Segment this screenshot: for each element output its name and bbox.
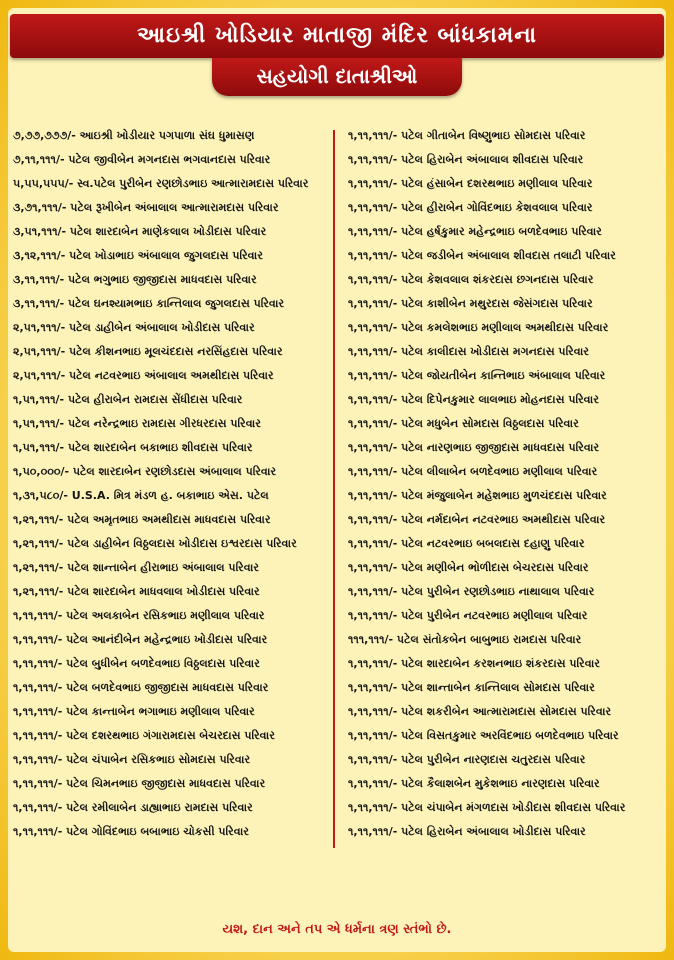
- donor-entry: ૧,૨૧,૧૧૧/- પટેલ અમૃતભાઇ અમથીદાસ માધવદાસ પરિવાર: [13, 513, 271, 526]
- donor-entry: ૧,૩૧,૫૮૦/- U.S.A. મિત્ર મંડળ હ. બકાભાઇ એસ. પટેલ: [13, 489, 269, 502]
- donor-entry: ૫,૫૫,૫૫૫/- સ્વ.પટેલ પુરીબેન રણછોડભાઇ આત્મારામદાસ પરિવાર: [13, 177, 309, 190]
- donor-entry: ૧,૧૧,૧૧૧/- પટેલ નારણભાઇ જીજીદાસ માધવદાસ પરિવાર: [348, 441, 600, 454]
- donor-entry: ૧,૧૧,૧૧૧/- પટેલ કમલેશભાઇ મણીલાલ અમથીદાસ પરિવાર: [348, 321, 609, 334]
- donor-entry: ૧,૧૧,૧૧૧/- પટેલ મધુબેન સોમદાસ વિઠ્ઠલદાસ પરિવાર: [348, 417, 579, 430]
- donor-entry: ૧,૧૧,૧૧૧/- પટેલ વિસતકુમાર અરવિંદભાઇ બળદેવભાઇ પરિવાર: [348, 729, 619, 742]
- donor-entry: ૧,૧૧,૧૧૧/- પટેલ હર્ષકુમાર મહેન્દ્રભાઇ બળદેવભાઇ પરિવાર: [348, 225, 602, 238]
- donor-entry: ૩,૭૧,૧૧૧/- પટેલ રૂખીબેન અંબાલાલ આત્મારામદાસ પરિવાર: [13, 201, 279, 214]
- donor-entry: ૧,૧૧,૧૧૧/- પટેલ લીલાબેન બળદેવભાઇ મણીલાલ પરિવાર: [348, 465, 598, 478]
- page-subtitle: સહયોગી દાતાશ્રીઓ: [256, 64, 418, 88]
- donor-entry: ૧,૨૧,૧૧૧/- પટેલ શારદાબેન માધવલાલ ખોડીદાસ પરિવાર: [13, 585, 260, 598]
- donor-entry: ૧,૧૧,૧૧૧/- પટેલ મંજુલાબેન મહેશભાઇ મુળચંદદાસ પરિવાર: [348, 489, 607, 502]
- donor-entry: ૧,૧૧,૧૧૧/- પટેલ કાશીબેન મથુરદાસ જેસંગદાસ પરિવાર: [348, 297, 593, 310]
- donor-entry: ૧,૧૧,૧૧૧/- પટેલ ગીતાબેન વિષ્ણુભાઇ સોમદાસ પરિવાર: [348, 129, 586, 142]
- donor-entry: ૧,૧૧,૧૧૧/- પટેલ મણીબેન ભોળીદાસ બેચરદાસ પરિવાર: [348, 561, 589, 574]
- donor-entry: ૧,૧૧,૧૧૧/- પટેલ હિરાબેન અંબાલાલ શીવદાસ પરિવાર: [348, 153, 584, 166]
- donor-entry: ૧,૧૧,૧૧૧/- પટેલ અલકાબેન રસિકભાઇ મણીલાલ પરિવાર: [13, 609, 265, 622]
- donor-entry: ૧,૧૧,૧૧૧/- પટેલ નટવરભાઇ બબલદાસ દહાણુ પરિવાર: [348, 537, 585, 550]
- footer-slogan: યશ, દાન અને તપ એ ધર્મના ત્રણ સ્તંભો છે.: [222, 922, 452, 937]
- donor-list-left: [13, 124, 331, 844]
- donor-entry: ૧૧૧,૧૧૧/- પટેલ સંતોકબેન બાબુભાઇ રામદાસ પરિવાર: [348, 633, 582, 646]
- donor-entry: ૧,૧૧,૧૧૧/- પટેલ બળદેવભાઇ જીજીદાસ માધવદાસ પરિવાર: [13, 681, 269, 694]
- donor-entry: ૧,૧૧,૧૧૧/- પટેલ નર્મદાબેન નટવરભાઇ અમથીદાસ પરિવાર: [348, 513, 606, 526]
- donor-entry: ૧,૧૧,૧૧૧/- પટેલ આનંદીબેન મહેન્દ્રભાઇ ખોડીદાસ પરિવાર: [13, 633, 268, 646]
- subtitle-banner: [212, 58, 462, 96]
- donor-entry: ૧,૧૧,૧૧૧/- પટેલ કૈલાશબેન મુકેશભાઇ નારણદાસ પરિવાર: [348, 777, 600, 790]
- donor-entry: ૭,૭૭,૭૭૭/- આઇશ્રી ખોડીયાર પગપાળા સંઘ ધુમાસણ: [13, 129, 255, 142]
- donor-entry: ૧,૧૧,૧૧૧/- પટેલ શકરીબેન આત્મારામદાસ સોમદાસ પરિવાર: [348, 705, 612, 718]
- donor-entry: ૧,૧૧,૧૧૧/- પટેલ કેશવલાલ શંકરદાસ છગનદાસ પરિવાર: [348, 273, 594, 286]
- column-divider: [333, 130, 335, 848]
- donor-entry: ૩,૧૨,૧૧૧/- પટેલ ખોડાભાઇ અંબાલાલ જુગલદાસ પરિવાર: [13, 249, 263, 262]
- donor-entry: ૭,૧૧,૧૧૧/- પટેલ જીવીબેન મગનદાસ ભગવાનદાસ પરિવાર: [13, 153, 271, 166]
- donor-entry: ૨,૫૧,૧૧૧/- પટેલ ડાહીબેન અંબાલાલ ખોડીદાસ પરિવાર: [13, 321, 255, 334]
- page-title: આઇશ્રી ખોડિયાર માતાજી મંદિર બાંધકામના: [136, 23, 538, 48]
- donor-entry: ૧,૧૧,૧૧૧/- પટેલ ચિમનભાઇ જીજીદાસ માધવદાસ પરિવાર: [13, 777, 266, 790]
- donor-entry: ૨,૫૧,૧૧૧/- પટેલ નટવરભાઇ અંબાલાલ અમથીદાસ પરિવાર: [13, 369, 274, 382]
- donor-entry: ૧,૧૧,૧૧૧/- પટેલ દશરથભાઇ ગંગારામદાસ બેચરદાસ પરિવાર: [13, 729, 275, 742]
- donor-entry: ૩,૫૧,૧૧૧/- પટેલ શારદાબેન માણેકલાલ ખોડીદાસ પરિવાર: [13, 225, 267, 238]
- donor-entry: ૧,૫૦,૦૦૦/- પટેલ શારદાબેન રણછોડદાસ અંબાલાલ પરિવાર: [13, 465, 277, 478]
- donor-entry: ૧,૧૧,૧૧૧/- પટેલ હિરાબેન અંબાલાલ ખોડીદાસ પરિવાર: [348, 825, 586, 838]
- donor-entry: ૧,૧૧,૧૧૧/- પટેલ પુરીબેન રણછોડભાઇ નાથાલાલ પરિવાર: [348, 585, 595, 598]
- donor-entry: ૧,૧૧,૧૧૧/- પટેલ બુધીબેન બળદેવભાઇ વિઠ્ઠલદાસ પરિવાર: [13, 657, 260, 670]
- donor-entry: ૧,૫૧,૧૧૧/- પટેલ હીરાબેન રામદાસ સેંધીદાસ પરિવાર: [13, 393, 243, 406]
- donor-entry: ૧,૧૧,૧૧૧/- પટેલ શારદાબેન કરશનભાઇ શંકરદાસ પરિવાર: [348, 657, 600, 670]
- donor-entry: ૧,૨૧,૧૧૧/- પટેલ શાન્તાબેન હીરાભાઇ અંબાલાલ પરિવાર: [13, 561, 259, 574]
- donor-list-right: [348, 124, 666, 844]
- donor-entry: ૧,૧૧,૧૧૧/- પટેલ કાન્તાબેન ભગાભાઇ મણીલાલ પરિવાર: [13, 705, 255, 718]
- donor-entry: ૧,૧૧,૧૧૧/- પટેલ દિપેનકુમાર લાલભાઇ મોહનદાસ પરિવાર: [348, 393, 599, 406]
- donor-entry: ૧,૧૧,૧૧૧/- પટેલ પુરીબેન નટવરભાઇ મણીલાલ પરિવાર: [348, 609, 588, 622]
- donor-entry: ૧,૧૧,૧૧૧/- પટેલ ચંપાબેન રસિકભાઇ સોમદાસ પરિવાર: [13, 753, 251, 766]
- donor-entry: ૧,૫૧,૧૧૧/- પટેલ શારદાબેન બકાભાઇ શીવદાસ પરિવાર: [13, 441, 253, 454]
- donor-entry: ૧,૧૧,૧૧૧/- પટેલ પુરીબેન નારણદાસ ચતુરદાસ પરિવાર: [348, 753, 586, 766]
- donor-entry: ૧,૧૧,૧૧૧/- પટેલ જડીબેન અંબાલાલ શીવદાસ તલાટી પરિવાર: [348, 249, 616, 262]
- donor-entry: ૧,૧૧,૧૧૧/- પટેલ ગોવિંદભાઇ બબાભાઇ ચોકસી પરિવાર: [13, 825, 249, 838]
- donor-entry: ૧,૧૧,૧૧૧/- પટેલ હીરાબેન ગોવિંદભાઇ કેશવલાલ પરિવાર: [348, 201, 593, 214]
- donor-entry: ૧,૧૧,૧૧૧/- પટેલ ચંપાબેન મંગળદાસ ખોડીદાસ શીવદાસ પરિવાર: [348, 801, 626, 814]
- donor-entry: ૨,૫૧,૧૧૧/- પટેલ કીશનભાઇ મૂલચંદદાસ નરસિંહદાસ પરિવાર: [13, 345, 283, 358]
- donor-entry: ૧,૧૧,૧૧૧/- પટેલ કાલીદાસ ખોડીદાસ મગનદાસ પરિવાર: [348, 345, 589, 358]
- donor-entry: ૩,૧૧,૧૧૧/- પટેલ ભગુભાઇ જીજીદાસ માધવદાસ પરિવાર: [13, 273, 257, 286]
- donor-entry: ૧,૧૧,૧૧૧/- પટેલ જોયતીબેન કાન્તિભાઇ અંબાલાલ પરિવાર: [348, 369, 606, 382]
- donor-entry: ૧,૨૧,૧૧૧/- પટેલ ડાહીબેન વિઠ્ઠલદાસ ખોડીદાસ ઇશ્વરદાસ પરિવાર: [13, 537, 297, 550]
- donor-entry: ૧,૧૧,૧૧૧/- પટેલ હંસાબેન દશરથભાઇ મણીલાલ પરિવાર: [348, 177, 593, 190]
- donor-entry: ૩,૧૧,૧૧૧/- પટેલ ઘનશ્યામભાઇ કાન્તિલાલ જુગલદાસ પરિવાર: [13, 297, 285, 310]
- donor-entry: ૧,૧૧,૧૧૧/- પટેલ શાન્તાબેન કાન્તિલાલ સોમદાસ પરિવાર: [348, 681, 595, 694]
- donor-entry: ૧,૧૧,૧૧૧/- પટેલ રમીલાબેન ડાહ્યાભાઇ રામદાસ પરિવાર: [13, 801, 253, 814]
- title-banner: [10, 14, 664, 58]
- donor-entry: ૧,૫૧,૧૧૧/- પટેલ નરેન્દ્રભાઇ રામદાસ ગીરધરદાસ પરિવાર: [13, 417, 261, 430]
